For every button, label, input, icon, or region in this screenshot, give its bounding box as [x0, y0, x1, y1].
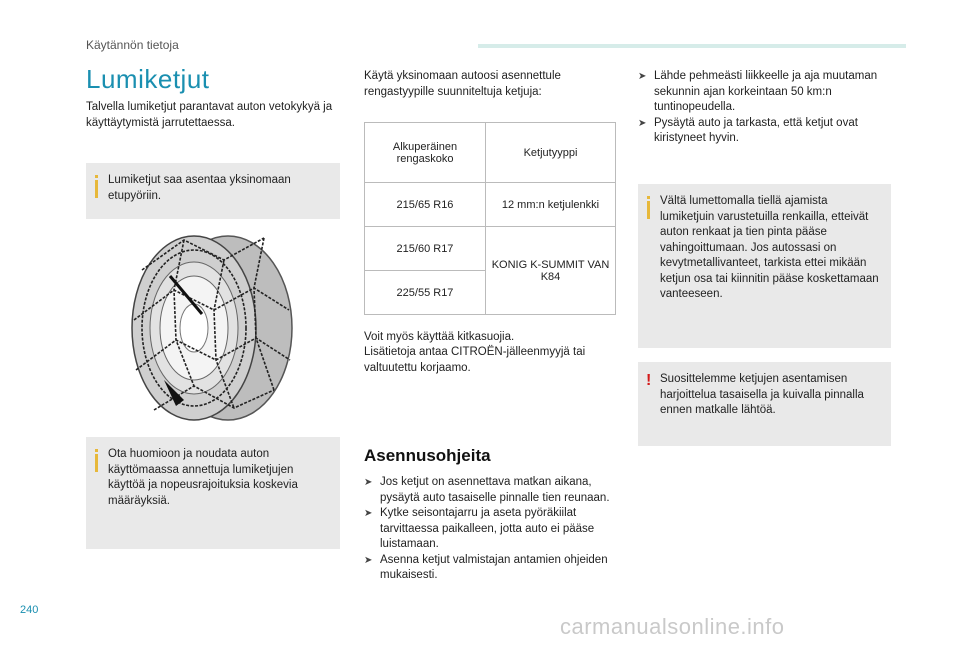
- info-icon: [647, 196, 650, 199]
- tyre-chain-table: [364, 122, 616, 315]
- chain-intro-text: Käytä yksinomaan autoosi asennettule rengastyypille suunniteltuja ketjuja:: [364, 70, 561, 98]
- arrow-bullet-icon: ➤: [638, 71, 647, 82]
- info-icon: [95, 175, 98, 178]
- table-cell: 215/65 R16: [365, 183, 486, 227]
- intro-text: Talvella lumiketjut parantavat auton vetokykyä ja käyttäytymistä jarrutettaessa.: [86, 101, 333, 129]
- table-header-row: [365, 123, 616, 183]
- watermark: carmanualsonline.info: [560, 614, 785, 639]
- extra-text-2: Lisätietoja antaa CITROËN-jälleenmyyjä tai valtuutettu korjaamo.: [364, 346, 586, 374]
- info-icon: [95, 449, 98, 452]
- info-bar: [647, 201, 650, 219]
- info-note-front-wheels: [86, 163, 340, 219]
- page-number: 240: [20, 604, 39, 616]
- arrow-bullet-icon: ➤: [364, 477, 373, 488]
- info-note-avoid-bare-road: [638, 184, 891, 348]
- snow-chain-illustration: [124, 230, 304, 426]
- table-cell: KONIG K-SUMMIT VAN K84: [486, 227, 616, 315]
- table-cell: 12 mm:n ketjulenkki: [486, 183, 616, 227]
- note-text: Lumiketjut saa asentaa yksinomaan etupyöriin.: [108, 174, 291, 202]
- list-item-text: Pysäytä auto ja tarkasta, että ketjut ovat kiristyneet hyvin.: [654, 116, 858, 144]
- info-bar: [95, 180, 98, 198]
- list-item-text: Asenna ketjut valmistajan antamien ohjeiden mukaisesti.: [380, 553, 608, 581]
- table-row: [365, 183, 616, 227]
- list-item: [638, 69, 890, 116]
- note-text: Suosittelemme ketjujen asentamisen harjoittelua tasaisella ja kuivalla pinnalla ennen matkalle lähtöä.: [660, 373, 864, 416]
- note-text: Ota huomioon ja noudata auton käyttömaassa annettuja lumiketjujen käyttöä ja nopeusrajoituksia koskevia määräyksiä.: [108, 448, 298, 507]
- list-item: [638, 116, 890, 147]
- list-item: [364, 506, 614, 553]
- list-item-text: Kytke seisontajarru ja aseta pyöräkiilat tarvittaessa paikalleen, jotta auto ei pääse luistamaan.: [380, 507, 595, 550]
- list-item: [364, 475, 614, 506]
- header-rule: [478, 44, 906, 48]
- info-note-regulations: [86, 437, 340, 549]
- note-text: Vältä lumettomalla tiellä ajamista lumiketjuin varustetuilla renkailla, etteivät auton renkaat ja tien pinta pääse vahingoittumaan. Jos autossasi on kevytmetallivanteet, tarkista ettei mikään ketjun osa tai kiinnitin pääse koskettamaan vanteeseen.: [660, 195, 879, 300]
- arrow-bullet-icon: ➤: [364, 508, 373, 519]
- list-item-text: Jos ketjut on asennettava matkan aikana, pysäytä auto tasaiselle pinnalle tien reunaan.: [380, 476, 610, 504]
- table-header-cell: Ketjutyyppi: [486, 123, 616, 183]
- warning-note-practice: [638, 362, 891, 446]
- drive-steps-list: [638, 69, 890, 147]
- arrow-bullet-icon: ➤: [638, 117, 647, 129]
- list-item: [364, 553, 614, 584]
- warning-icon: !: [646, 372, 652, 389]
- section-label: Käytännön tietoja: [86, 38, 179, 52]
- install-heading: Asennusohjeita: [364, 446, 491, 465]
- table-cell: 215/60 R17: [365, 227, 486, 271]
- table-row: [365, 227, 616, 271]
- table-cell: 225/55 R17: [365, 271, 486, 315]
- install-steps-list: [364, 475, 614, 584]
- arrow-bullet-icon: ➤: [364, 554, 373, 566]
- extra-text-1: Voit myös käyttää kitkasuojia.: [364, 331, 515, 343]
- info-bar: [95, 454, 98, 472]
- table-header-cell: Alkuperäinen rengaskoko: [365, 123, 486, 183]
- page-title: Lumiketjut: [86, 64, 210, 94]
- list-item-text: Lähde pehmeästi liikkeelle ja aja muutaman sekunnin ajan korkeintaan 50 km:n tuntinopeudella.: [654, 70, 878, 113]
